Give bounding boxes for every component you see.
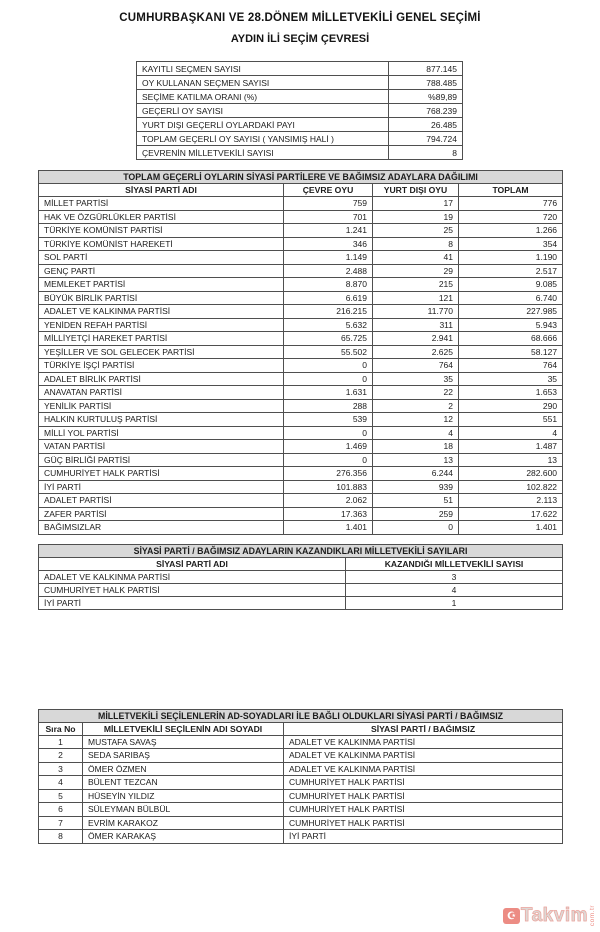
table-row [39,803,563,817]
table-cell: 68.666 [459,332,563,346]
table-cell: HALKIN KURTULUŞ PARTİSİ [39,413,284,427]
table-cell: MİLLET PARTİSİ [39,197,284,211]
table-cell: 11.770 [373,305,459,319]
table-cell: BAĞIMSIZLAR [39,521,284,535]
table-cell: 13 [373,453,459,467]
table-cell: 227.985 [459,305,563,319]
table-cell: 216.215 [284,305,373,319]
takvim-logo-watermark [503,905,596,927]
table-row [137,62,463,76]
table-cell: CUMHURİYET HALK PARTİSİ [284,789,563,803]
table-cell: 2.488 [284,264,373,278]
table-row [39,386,563,400]
table-cell: 1.401 [284,521,373,535]
table-row [39,440,563,454]
table-cell: 1.487 [459,440,563,454]
table-cell: 2 [373,399,459,413]
table-cell: 55.502 [284,345,373,359]
table-cell: 17.363 [284,507,373,521]
table-cell: 1.469 [284,440,373,454]
table-cell: 26.485 [389,118,463,132]
column-header: SİYASİ PARTİ ADI [39,557,346,570]
table-cell: CUMHURİYET HALK PARTİSİ [39,583,346,596]
column-header: SİYASİ PARTİ ADI [39,184,284,197]
table-row [39,399,563,413]
table-row [39,762,563,776]
table-row [39,830,563,844]
table-header-row [39,184,563,197]
table-cell: 764 [459,359,563,373]
column-header: Sıra No [39,722,83,735]
table-cell: İYİ PARTİ [39,596,346,609]
table-cell: 1.401 [459,521,563,535]
table-row [39,210,563,224]
table-title: TOPLAM GEÇERLİ OYLARIN SİYASİ PARTİLERE VE BAĞIMSIZ ADAYLARA DAĞILIMI [39,171,563,184]
table-row [39,596,563,609]
table-header-row [39,557,563,570]
table-cell: 0 [284,426,373,440]
table-row [39,305,563,319]
table-cell: SEÇİME KATILMA ORANI (%) [137,90,389,104]
summary-table [136,61,463,160]
table-row [39,735,563,749]
table-row [137,76,463,90]
table-row [39,453,563,467]
table-row [39,291,563,305]
table-cell: 5.632 [284,318,373,332]
table-cell: 0 [284,372,373,386]
table-cell: BÜLENT TEZCAN [83,776,284,790]
table-cell: 259 [373,507,459,521]
table-cell: 539 [284,413,373,427]
table-cell: GÜÇ BİRLİĞİ PARTİSİ [39,453,284,467]
table-cell: 8 [389,146,463,160]
table-row [137,146,463,160]
table-cell: 7 [39,816,83,830]
table-cell: YENİLİK PARTİSİ [39,399,284,413]
table-cell: 2 [39,749,83,763]
takvim-flag-icon: ☪ [503,908,520,924]
table-cell: ÇEVRENİN MİLLETVEKİLİ SAYISI [137,146,389,160]
table-cell: 6.740 [459,291,563,305]
table-row [39,816,563,830]
table-cell: 764 [373,359,459,373]
table-row [39,570,563,583]
table-cell: ADALET VE KALKINMA PARTİSİ [284,762,563,776]
table-cell: 2.062 [284,494,373,508]
table-row [39,345,563,359]
table-cell: TÜRKİYE İŞÇİ PARTİSİ [39,359,284,373]
table-cell: KAYITLI SEÇMEN SAYISI [137,62,389,76]
table-cell: 215 [373,278,459,292]
table-cell: 1.190 [459,251,563,265]
table-cell: 788.485 [389,76,463,90]
table-cell: 29 [373,264,459,278]
takvim-logo-suffix: com.tr [589,905,596,927]
table-cell: MİLLİYETÇİ HAREKET PARTİSİ [39,332,284,346]
table-title-row [39,544,563,557]
table-cell: 35 [459,372,563,386]
table-row [39,237,563,251]
table-row [39,749,563,763]
table-cell: 768.239 [389,104,463,118]
votes-distribution-table [38,170,563,535]
table-cell: ÖMER KARAKAŞ [83,830,284,844]
table-cell: ADALET PARTİSİ [39,494,284,508]
table-cell: 102.822 [459,480,563,494]
table-cell: CUMHURİYET HALK PARTİSİ [284,803,563,817]
table-cell: 8.870 [284,278,373,292]
table-cell: 12 [373,413,459,427]
table-cell: 282.600 [459,467,563,481]
table-cell: 17.622 [459,507,563,521]
table-cell: 1.653 [459,386,563,400]
table-title: MİLLETVEKİLİ SEÇİLENLERİN AD-SOYADLARI İLE BAĞLI OLDUKLARI SİYASİ PARTİ / BAĞIMSIZ [39,709,563,722]
table-title-row [39,171,563,184]
table-cell: GENÇ PARTİ [39,264,284,278]
table-cell: SÜLEYMAN BÜLBÜL [83,803,284,817]
table-cell: 8 [373,237,459,251]
table-title-row [39,709,563,722]
table-cell: 2.625 [373,345,459,359]
column-header: SİYASİ PARTİ / BAĞIMSIZ [284,722,563,735]
table-cell: ADALET VE KALKINMA PARTİSİ [284,735,563,749]
table-cell: 0 [284,359,373,373]
table-row [39,521,563,535]
table-row [39,278,563,292]
column-header: TOPLAM [459,184,563,197]
table-cell: 51 [373,494,459,508]
deputies-table [38,709,563,844]
table-cell: YURT DIŞI GEÇERLİ OYLARDAKİ PAYI [137,118,389,132]
table-row [39,507,563,521]
table-cell: 0 [284,453,373,467]
table-cell: ADALET VE KALKINMA PARTİSİ [284,749,563,763]
table-cell: 1.241 [284,224,373,238]
table-cell: 6.619 [284,291,373,305]
table-cell: 6 [39,803,83,817]
table-row [39,264,563,278]
table-cell: 288 [284,399,373,413]
table-cell: 1.149 [284,251,373,265]
table-row [39,494,563,508]
table-cell: MEMLEKET PARTİSİ [39,278,284,292]
table-row [137,132,463,146]
page-subtitle: AYDIN İLİ SEÇİM ÇEVRESİ [230,33,370,45]
table-cell: 65.725 [284,332,373,346]
table-cell: 121 [373,291,459,305]
table-cell: 35 [373,372,459,386]
table-cell: EVRİM KARAKOZ [83,816,284,830]
table-cell: 4 [459,426,563,440]
table-cell: BÜYÜK BİRLİK PARTİSİ [39,291,284,305]
table-cell: ÖMER ÖZMEN [83,762,284,776]
table-cell: CUMHURİYET HALK PARTİSİ [284,776,563,790]
table-cell: ADALET VE KALKINMA PARTİSİ [39,570,346,583]
table-row [39,583,563,596]
table-row [39,413,563,427]
table-row [39,359,563,373]
table-cell: 1.631 [284,386,373,400]
table-cell: 1 [39,735,83,749]
table-cell: YENİDEN REFAH PARTİSİ [39,318,284,332]
table-cell: 5 [39,789,83,803]
table-cell: 2.113 [459,494,563,508]
table-cell: 18 [373,440,459,454]
table-cell: 22 [373,386,459,400]
table-row [39,372,563,386]
table-cell: ADALET VE KALKINMA PARTİSİ [39,305,284,319]
table-cell: 58.127 [459,345,563,359]
table-cell: 3 [39,762,83,776]
table-cell: ANAVATAN PARTİSİ [39,386,284,400]
table-cell: 3 [346,570,563,583]
column-header: ÇEVRE OYU [284,184,373,197]
table-cell: 25 [373,224,459,238]
table-cell: 4 [373,426,459,440]
table-cell: 1 [346,596,563,609]
table-row [39,332,563,346]
table-cell: HAK VE ÖZGÜRLÜKLER PARTİSİ [39,210,284,224]
table-row [39,224,563,238]
page-title: CUMHURBAŞKANI VE 28.DÖNEM MİLLETVEKİLİ GENEL SEÇİMİ [119,12,481,24]
table-row [39,789,563,803]
table-cell: MİLLİ YOL PARTİSİ [39,426,284,440]
table-cell: TÜRKİYE KOMÜNİST PARTİSİ [39,224,284,238]
table-cell: ZAFER PARTİSİ [39,507,284,521]
table-row [39,318,563,332]
table-cell: MUSTAFA SAVAŞ [83,735,284,749]
table-cell: 776 [459,197,563,211]
table-cell: 354 [459,237,563,251]
table-cell: 346 [284,237,373,251]
table-row [39,426,563,440]
table-cell: 19 [373,210,459,224]
table-cell: CUMHURİYET HALK PARTİSİ [39,467,284,481]
table-title: SİYASİ PARTİ / BAĞIMSIZ ADAYLARIN KAZANDIKLARI MİLLETVEKİLİ SAYILARI [39,544,563,557]
table-cell: SEDA SARIBAŞ [83,749,284,763]
table-cell: 4 [346,583,563,596]
table-cell: VATAN PARTİSİ [39,440,284,454]
table-cell: ADALET BİRLİK PARTİSİ [39,372,284,386]
table-cell: SOL PARTİ [39,251,284,265]
table-cell: YEŞİLLER VE SOL GELECEK PARTİSİ [39,345,284,359]
table-cell: 6.244 [373,467,459,481]
table-row [137,90,463,104]
column-header: KAZANDIĞI MİLLETVEKİLİ SAYISI [346,557,563,570]
table-cell: 276.356 [284,467,373,481]
table-cell: %89,89 [389,90,463,104]
table-row [39,197,563,211]
table-cell: OY KULLANAN SEÇMEN SAYISI [137,76,389,90]
table-cell: 877.145 [389,62,463,76]
table-cell: 0 [373,521,459,535]
table-cell: 311 [373,318,459,332]
table-cell: 794.724 [389,132,463,146]
table-cell: 41 [373,251,459,265]
table-cell: HÜSEYİN YILDIZ [83,789,284,803]
table-cell: 720 [459,210,563,224]
table-cell: 1.266 [459,224,563,238]
table-row [137,104,463,118]
table-cell: 2.941 [373,332,459,346]
table-cell: İYİ PARTİ [284,830,563,844]
table-header-row [39,722,563,735]
table-cell: 4 [39,776,83,790]
table-row [39,776,563,790]
seats-table [38,544,563,610]
table-cell: CUMHURİYET HALK PARTİSİ [284,816,563,830]
table-cell: İYİ PARTİ [39,480,284,494]
table-cell: 13 [459,453,563,467]
takvim-logo-text: Takvim [520,905,588,926]
table-cell: 290 [459,399,563,413]
table-cell: 759 [284,197,373,211]
table-cell: 701 [284,210,373,224]
table-cell: TÜRKİYE KOMÜNİST HAREKETİ [39,237,284,251]
table-row [39,467,563,481]
table-cell: 2.517 [459,264,563,278]
table-cell: GEÇERLİ OY SAYISI [137,104,389,118]
table-cell: 8 [39,830,83,844]
table-cell: 551 [459,413,563,427]
table-cell: 939 [373,480,459,494]
column-header: YURT DIŞI OYU [373,184,459,197]
table-cell: 17 [373,197,459,211]
table-row [39,480,563,494]
table-row [137,118,463,132]
table-cell: 5.943 [459,318,563,332]
column-header: MİLLETVEKİLİ SEÇİLENİN ADI SOYADI [83,722,284,735]
table-cell: 9.085 [459,278,563,292]
table-cell: 101.883 [284,480,373,494]
table-cell: TOPLAM GEÇERLİ OY SAYISI ( YANSIMIŞ HALİ ) [137,132,389,146]
table-row [39,251,563,265]
